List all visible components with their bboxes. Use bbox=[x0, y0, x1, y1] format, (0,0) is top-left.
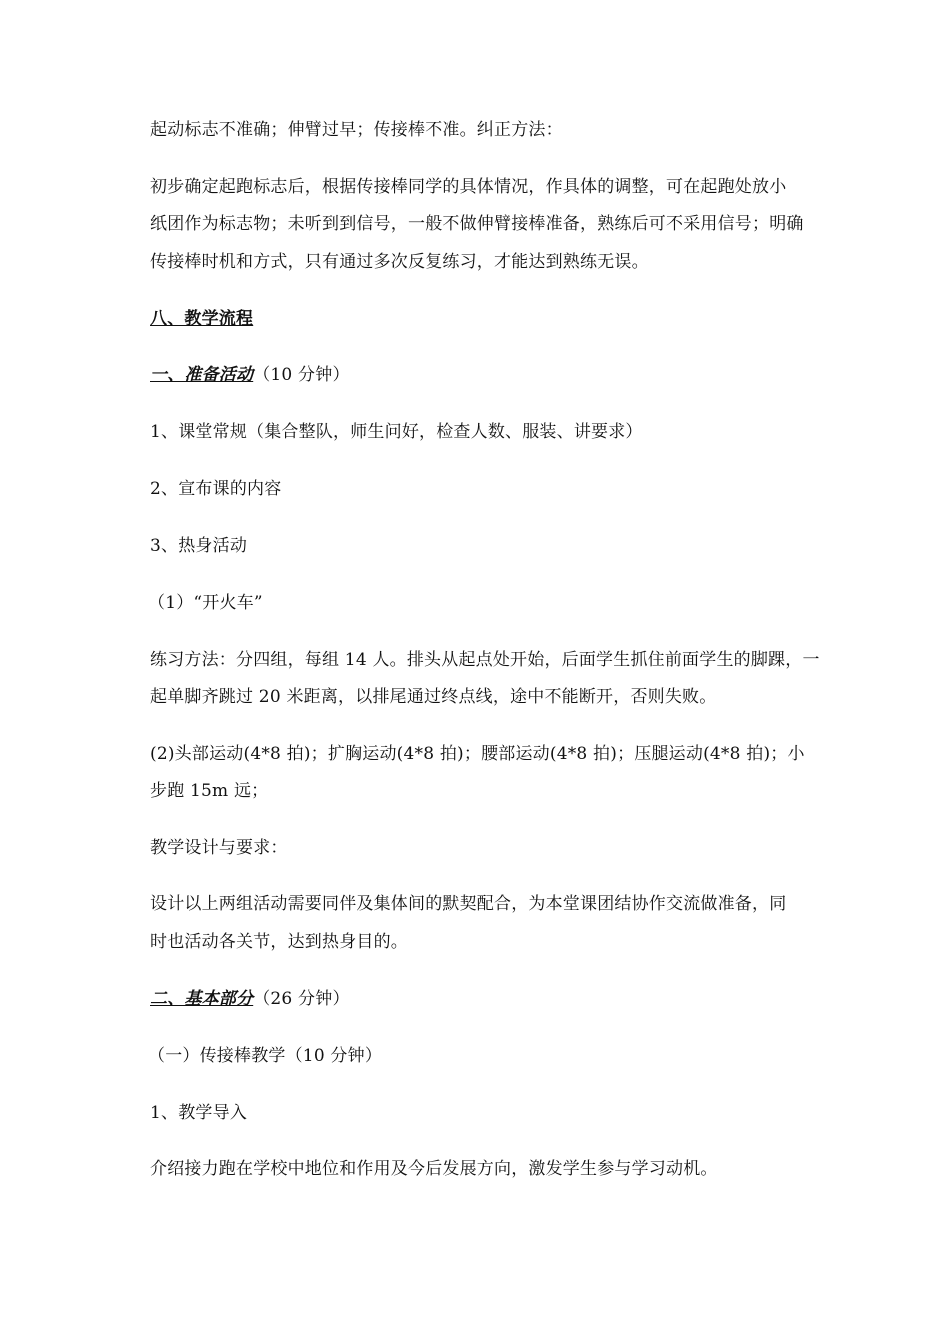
text-line: (2)头部运动(4*8 拍)；扩胸运动(4*8 拍)；腰部运动(4*8 拍)；压腿运动(4*8 拍)；小 bbox=[150, 744, 805, 764]
subsection-title: 二、基本部分 bbox=[150, 989, 254, 1009]
text-line: 1、教学导入 bbox=[150, 1103, 248, 1123]
subsection-duration: （10 分钟） bbox=[253, 365, 350, 385]
text-line: 设计以上两组活动需要同伴及集体间的默契配合，为本堂课团结协作交流做准备，同 bbox=[150, 894, 787, 914]
text-line: 练习方法：分四组，每组 14 人。排头从起点处开始，后面学生抓住前面学生的脚踝，一 bbox=[150, 650, 820, 670]
text-line: 起单脚齐跳过 20 米距离，以排尾通过终点线，途中不能断开，否则失败。 bbox=[150, 687, 717, 707]
text-line: 2、宣布课的内容 bbox=[150, 479, 282, 499]
text-line: 介绍接力跑在学校中地位和作用及今后发展方向，激发学生参与学习动机。 bbox=[150, 1159, 718, 1179]
text-line: （一）传接棒教学（10 分钟） bbox=[148, 1046, 383, 1066]
text-line: 1、课堂常规（集合整队，师生问好，检查人数、服装、讲要求） bbox=[150, 422, 643, 442]
text-line: 纸团作为标志物；未听到到信号，一般不做伸臂接棒准备，熟练后可不采用信号；明确 bbox=[150, 214, 804, 234]
section-heading: 八、教学流程 bbox=[150, 309, 254, 329]
text-line: 3、热身活动 bbox=[150, 536, 248, 556]
text-line: 传接棒时机和方式，只有通过多次反复练习，才能达到熟练无误。 bbox=[150, 252, 649, 272]
text-line: 教学设计与要求： bbox=[150, 838, 288, 858]
subsection-duration: （26 分钟） bbox=[253, 989, 350, 1009]
text-line: 起动标志不准确；伸臂过早；传接棒不准。纠正方法： bbox=[150, 120, 563, 140]
subsection-heading bbox=[150, 364, 350, 386]
text-line: （1）“开火车” bbox=[148, 593, 263, 613]
subsection-heading bbox=[150, 988, 350, 1010]
text-line: 时也活动各关节，达到热身目的。 bbox=[150, 932, 408, 952]
subsection-title: 一、准备活动 bbox=[150, 365, 254, 385]
text-line: 步跑 15m 远； bbox=[150, 781, 269, 801]
text-line: 初步确定起跑标志后，根据传接棒同学的具体情况，作具体的调整，可在起跑处放小 bbox=[150, 177, 787, 197]
